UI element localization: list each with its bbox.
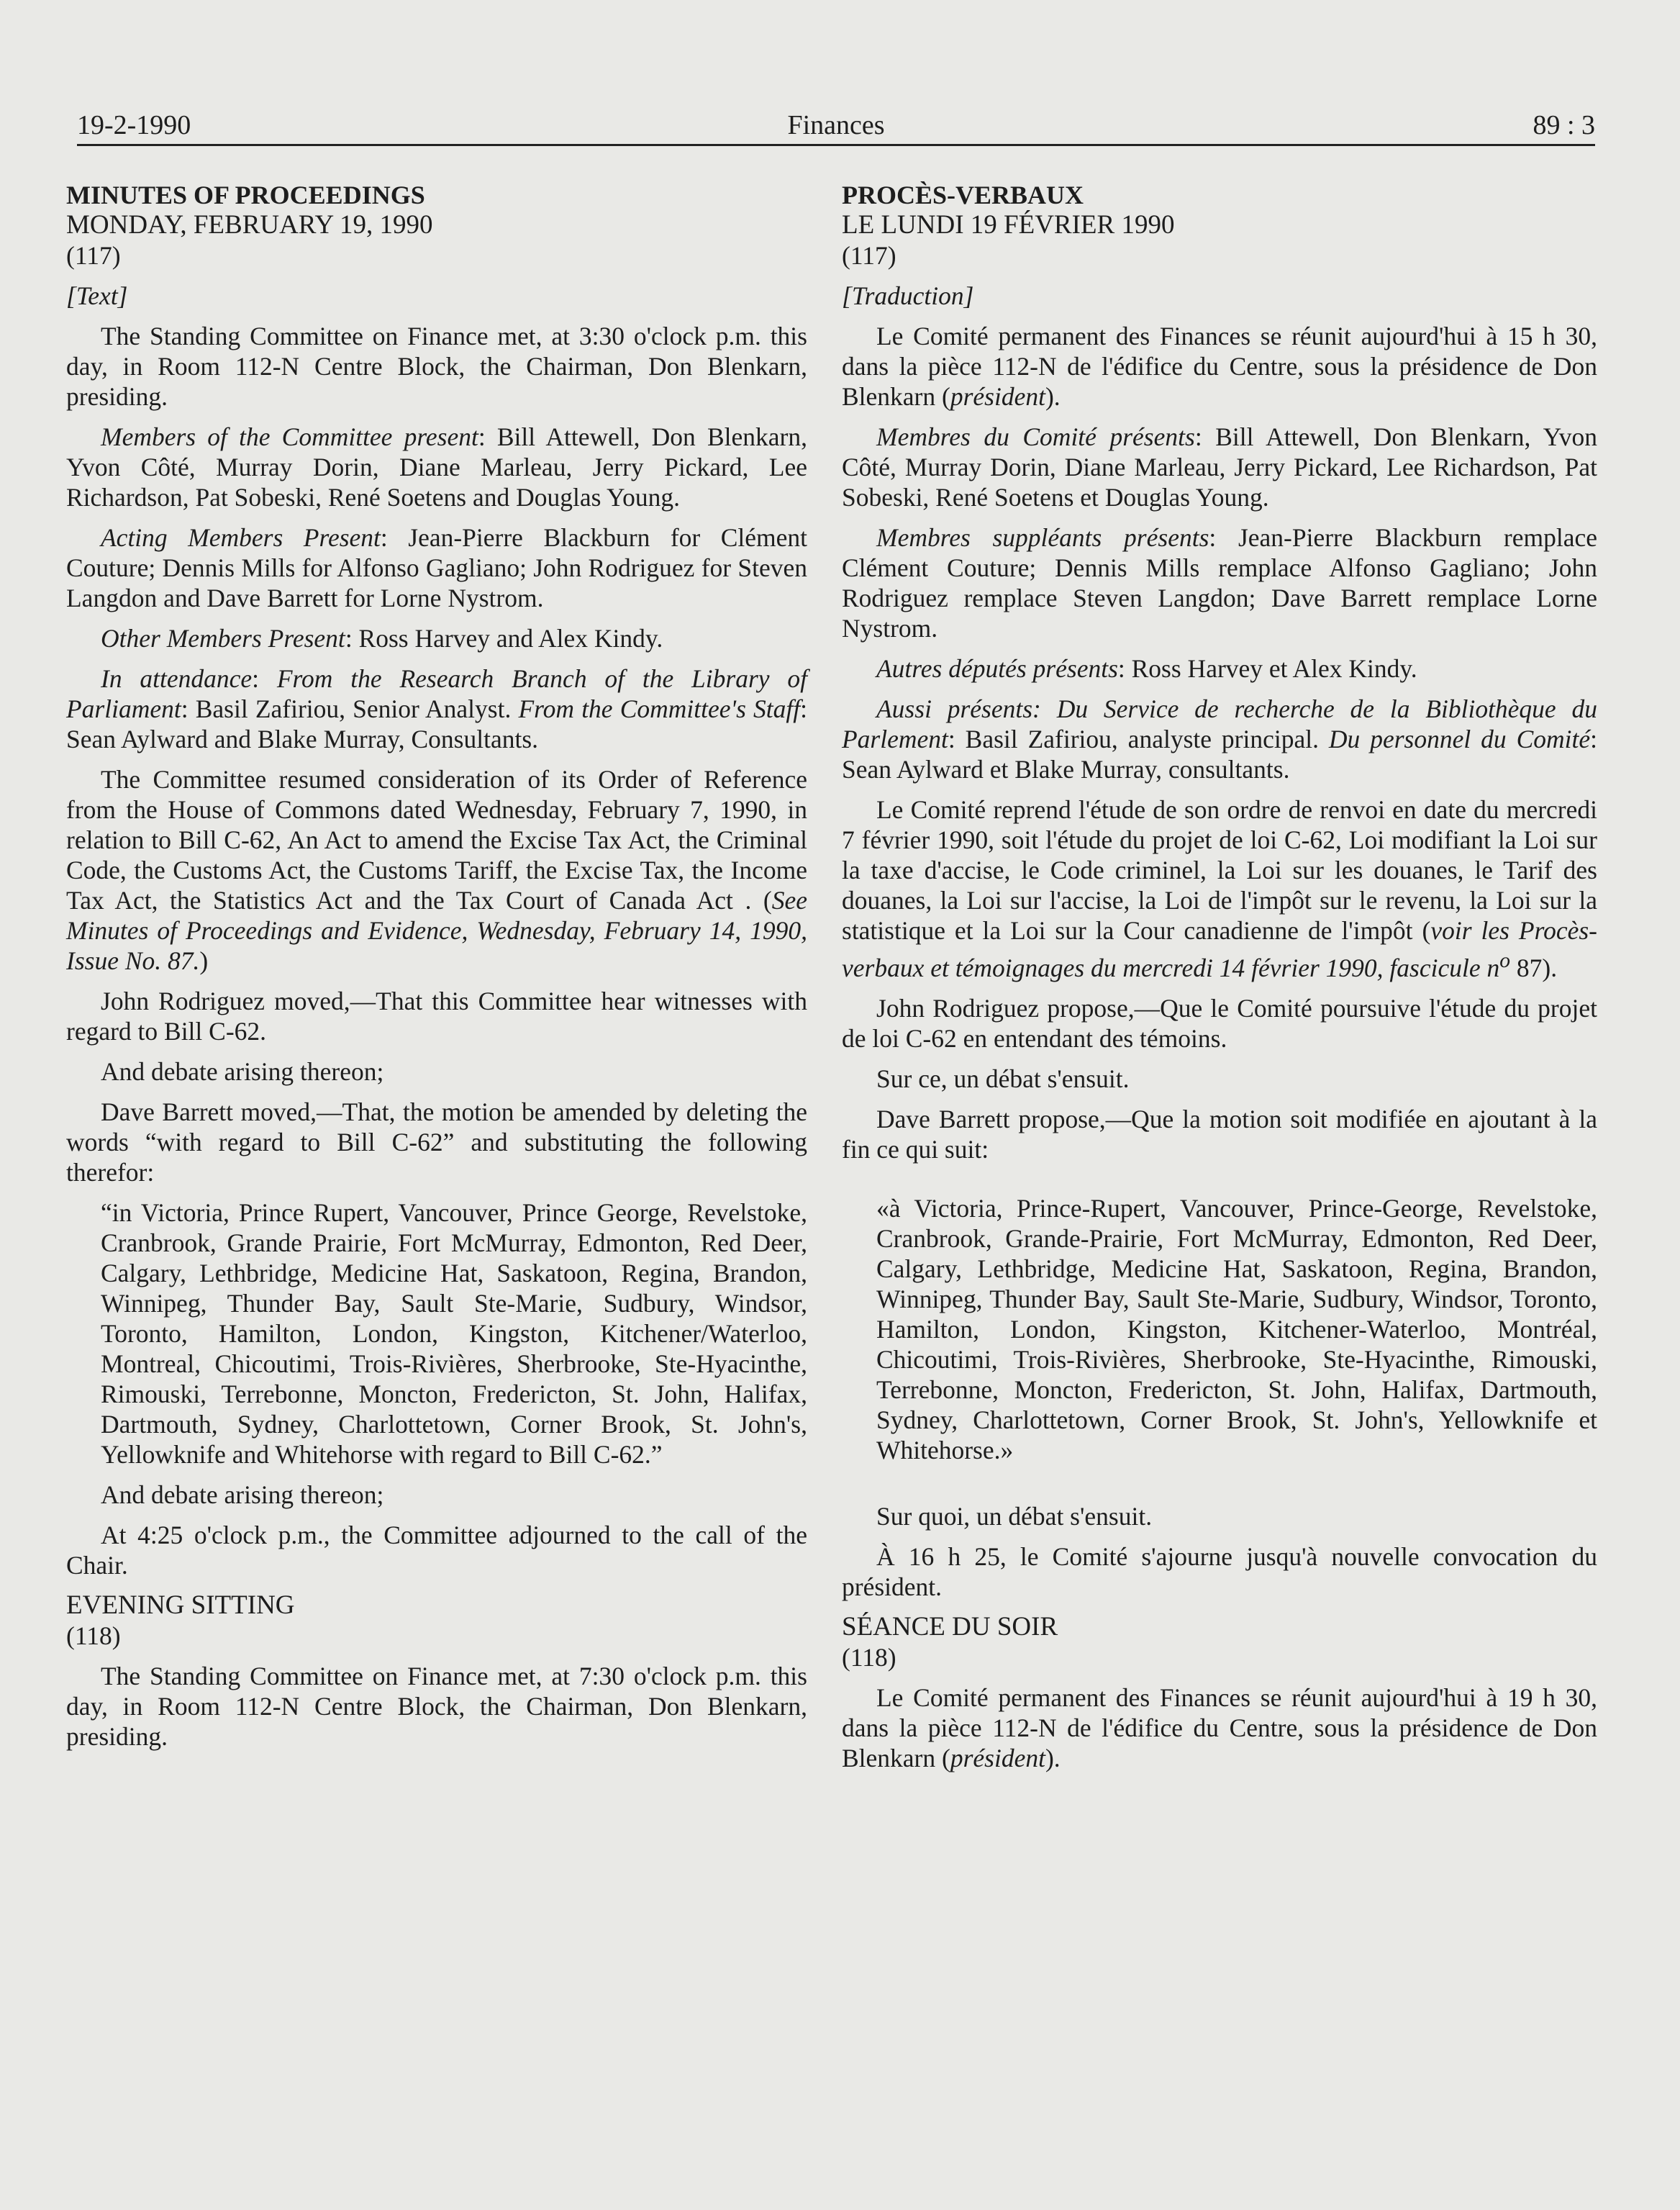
- french-attendance: Aussi présents: Du Service de recherche de la Bibliothèque du Parlement: Basil Zafiriou, analyste principal. Du personnel du Comité: Sean Aylward et Blake Murray, consultants.: [842, 694, 1597, 784]
- english-column: [66, 180, 807, 1762]
- running-header: [77, 108, 1595, 146]
- french-resumed-consideration: Le Comité reprend l'étude de son ordre de renvoi en date du mercredi 7 février 1990, soit l'étude du projet de loi C-62, Loi modifiant la Loi sur la taxe d'accise, le Code criminel, la Loi sur les douanes, le Tarif des douanes, la Loi sur l'accise, la Loi de l'impôt sur le revenu, la Loi sur la statistique et la Loi sur la Cour canadienne de l'impôt (voir les Procès-verbaux et témoignages du mercredi 14 février 1990, fascicule $n^o$ 87).: [842, 795, 1597, 982]
- french-text-marker: [Traduction]: [842, 281, 974, 310]
- french-evening-heading: SÉANCE DU SOIR: [842, 1611, 1058, 1641]
- english-adjournment: At 4:25 o'clock p.m., the Committee adjourned to the call of the Chair.: [66, 1521, 807, 1580]
- english-heading: MINUTES OF PROCEEDINGS: [66, 181, 425, 209]
- english-evening-heading: EVENING SITTING: [66, 1590, 295, 1620]
- english-barrett-amendment: Dave Barrett moved,—That, the motion be amended by deleting the words “with regard to Bill C-62” and substituting the following therefor:: [66, 1097, 807, 1187]
- french-members-present: Membres du Comité présents: Bill Attewell, Don Blenkarn, Yvon Côté, Murray Dorin, Diane Marleau, Jerry Pickard, Lee Richardson, Pat Sobeski, René Soetens et Douglas Young.: [842, 422, 1597, 512]
- french-column: [842, 180, 1597, 1783]
- french-evening-paragraph: Le Comité permanent des Finances se réunit aujourd'hui à 19 h 30, dans la pièce 112-N de l'édifice du Centre, sous la présidence de Don Blenkarn (président).: [842, 1683, 1597, 1772]
- english-opening-paragraph: The Standing Committee on Finance met, at 3:30 o'clock p.m. this day, in Room 112-N Centre Block, the Chairman, Don Blenkarn, presiding.: [66, 322, 807, 411]
- french-adjournment: À 16 h 25, le Comité s'ajourne jusqu'à nouvelle convocation du président.: [842, 1541, 1597, 1601]
- english-text-marker: [Text]: [66, 281, 128, 310]
- english-amendment-quote: “in Victoria, Prince Rupert, Vancouver, Prince George, Revelstoke, Cranbrook, Grande Prairie, Fort McMurray, Edmonton, Red Deer, Calgary, Lethbridge, Medicine Hat, Saskatoon, Regina, Brandon, Winnipeg, Thunder Bay, Sault Ste-Marie, Sudbury, Windsor, Toronto, Hamilton, London, Kingston, Kitchener/Waterloo, Montreal, Chicoutimi, Trois-Rivières, Sherbrooke, Ste-Hyacinthe, Rimouski, Terrebonne, Moncton, Fredericton, St. John, Halifax, Dartmouth, Sydney, Charlottetown, Corner Brook, St. John's, Yellowknife and Whitehorse with regard to Bill C-62.”: [101, 1198, 807, 1469]
- english-attendance: In attendance: From the Research Branch of the Library of Parliament: Basil Zafiriou, Senior Analyst. From the Committee's Staff: Sean Aylward and Blake Murray, Consultants.: [66, 664, 808, 753]
- english-members-present: Members of the Committee present: Bill Attewell, Don Blenkarn, Yvon Côté, Murray Dorin, Diane Marleau, Jerry Pickard, Lee Richardson, Pat Sobeski, René Soetens and Douglas Young.: [66, 422, 807, 512]
- header-title: Finances: [787, 110, 885, 140]
- english-sitting-number: (117): [66, 241, 121, 270]
- french-heading: PROCÈS-VERBAUX: [842, 181, 1084, 209]
- french-debate-1: Sur ce, un débat s'ensuit.: [876, 1064, 1130, 1093]
- french-barrett-amendment: Dave Barrett propose,—Que la motion soit modifiée en ajoutant à la fin ce qui suit:: [842, 1104, 1597, 1164]
- english-acting-members: Acting Members Present: Jean-Pierre Blackburn for Clément Couture; Dennis Mills for Alfonso Gagliano; John Rodriguez for Steven Langdon and Dave Barrett for Lorne Nystrom.: [66, 523, 807, 612]
- french-opening-paragraph: Le Comité permanent des Finances se réunit aujourd'hui à 15 h 30, dans la pièce 112-N de l'édifice du Centre, sous la présidence de Don Blenkarn (président).: [842, 322, 1597, 411]
- english-debate-2: And debate arising thereon;: [101, 1480, 384, 1509]
- english-resumed-consideration: The Committee resumed consideration of its Order of Reference from the House of Commons dated Wednesday, February 7, 1990, in relation to Bill C-62, An Act to amend the Excise Tax Act, the Criminal Code, the Customs Act, the Customs Tariff, the Excise Tax, the Income Tax Act, the Statistics Act and the Tax Court of Canada Act . (See Minutes of Proceedings and Evidence, Wednesday, February 14, 1990, Issue No. 87.): [66, 765, 807, 975]
- english-other-members: Other Members Present: Ross Harvey and Alex Kindy.: [101, 624, 663, 653]
- french-other-members: Autres députés présents: Ross Harvey et Alex Kindy.: [876, 654, 1417, 683]
- english-evening-number: (118): [66, 1621, 121, 1650]
- header-date: 19-2-1990: [77, 110, 191, 140]
- french-sitting-number: (117): [842, 241, 896, 270]
- french-date: LE LUNDI 19 FÉVRIER 1990: [842, 210, 1175, 240]
- french-rodriguez-motion: John Rodriguez propose,—Que le Comité poursuive l'étude du projet de loi C-62 en entendant des témoins.: [842, 993, 1597, 1053]
- french-amendment-quote: «à Victoria, Prince-Rupert, Vancouver, Prince-George, Revelstoke, Cranbrook, Grande-Prairie, Fort McMurray, Edmonton, Red Deer, Calgary, Lethbridge, Medicine Hat, Saskatoon, Regina, Brandon, Winnipeg, Thunder Bay, Sault Ste-Marie, Sudbury, Windsor, Toronto, Hamilton, London, Kingston, Kitchener-Waterloo, Montréal, Chicoutimi, Trois-Rivières, Sherbrooke, Ste-Hyacinthe, Rimouski, Terrebonne, Moncton, Fredericton, St. John, Halifax, Dartmouth, Sydney, Charlottetown, Corner Brook, St. John's, Yellowknife et Whitehorse.»: [876, 1193, 1597, 1464]
- french-evening-number: (118): [842, 1642, 896, 1672]
- header-page-number: 89 : 3: [1533, 110, 1595, 140]
- english-date: MONDAY, FEBRUARY 19, 1990: [66, 210, 433, 240]
- french-acting-members: Membres suppléants présents: Jean-Pierre Blackburn remplace Clément Couture; Dennis Mills remplace Alfonso Gagliano; John Rodriguez remplace Steven Langdon; Dave Barrett remplace Lorne Nystrom.: [842, 523, 1597, 643]
- english-evening-paragraph: The Standing Committee on Finance met, at 7:30 o'clock p.m. this day, in Room 112-N Centre Block, the Chairman, Don Blenkarn, presiding.: [66, 1662, 807, 1751]
- english-rodriguez-motion: John Rodriguez moved,—That this Committee hear witnesses with regard to Bill C-62.: [66, 987, 807, 1046]
- french-debate-2: Sur quoi, un débat s'ensuit.: [876, 1501, 1153, 1531]
- english-debate-1: And debate arising thereon;: [101, 1057, 384, 1086]
